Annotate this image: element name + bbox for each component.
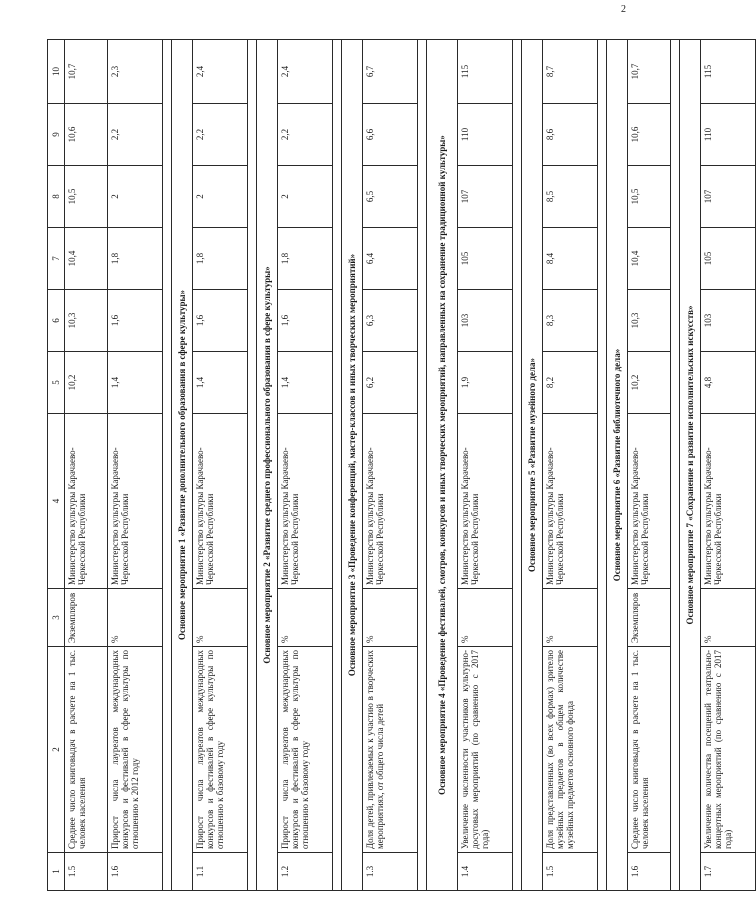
indicators-table (47, 39, 756, 891)
value-cell: 6,4 (363, 228, 418, 290)
section-heading: Основное мероприятие 6 «Развитие библиотечного дела» (607, 40, 628, 891)
value-cell: 103 (458, 290, 513, 352)
value-cell: 10,6 (628, 104, 671, 166)
indicator-name: Среднее число книговыдач в расчете на 1 тыс. человек населения (628, 647, 671, 853)
section-gap (598, 40, 607, 891)
table-body (48, 40, 756, 891)
indicator-name: Увеличение количества посещений театрально-концертных мероприятий (по сравнению с 2017 года) (701, 647, 756, 853)
responsible-cell: Министерство культуры Карачаево-Черкесской Республики (278, 414, 333, 589)
section-heading-row (680, 40, 701, 891)
row-number: 1.2 (278, 853, 333, 891)
section-gap (513, 40, 522, 891)
section-heading-row (342, 40, 363, 891)
responsible-cell: Министерство культуры Карачаево-Черкесской Республики (65, 414, 108, 589)
value-cell: 1,4 (108, 352, 163, 414)
value-cell: 6,2 (363, 352, 418, 414)
row-number: 1.6 (108, 853, 163, 891)
responsible-cell: Министерство культуры Карачаево-Черкесской Республики (701, 414, 756, 589)
value-cell: 8,7 (543, 40, 598, 104)
table-row (278, 40, 333, 891)
value-cell: 6,3 (363, 290, 418, 352)
value-cell: 6,7 (363, 40, 418, 104)
gap-cell (671, 40, 680, 891)
value-cell: 2,4 (278, 40, 333, 104)
value-cell: 2,2 (193, 104, 248, 166)
value-cell: 115 (701, 40, 756, 104)
section-gap (163, 40, 172, 891)
responsible-cell: Министерство культуры Карачаево-Черкесской Республики (458, 414, 513, 589)
indicator-name: Прирост числа лауреатов международных конкурсов и фестивалей в сфере культуры по отношению к 2012 году (108, 647, 163, 853)
value-cell: 6,5 (363, 166, 418, 228)
value-cell: 1,4 (193, 352, 248, 414)
value-cell: 1,9 (458, 352, 513, 414)
value-cell: 8,5 (543, 166, 598, 228)
value-cell: 103 (701, 290, 756, 352)
page-number: 2 (621, 4, 626, 15)
value-cell: 10,7 (628, 40, 671, 104)
header-cell: 2 (48, 647, 65, 853)
value-cell: 1,8 (108, 228, 163, 290)
value-cell: 8,6 (543, 104, 598, 166)
rotated-page (47, 40, 734, 891)
value-cell: 10,6 (65, 104, 108, 166)
value-cell: 6,6 (363, 104, 418, 166)
value-cell: 2 (278, 166, 333, 228)
section-heading-row (257, 40, 278, 891)
gap-cell (163, 40, 172, 891)
unit-cell: Экземпляров (65, 589, 108, 647)
gap-cell (513, 40, 522, 891)
section-heading-row (522, 40, 543, 891)
header-cell: 10 (48, 40, 65, 104)
table-row (701, 40, 756, 891)
gap-cell (598, 40, 607, 891)
table-row (628, 40, 671, 891)
indicator-name: Доля детей, привлекаемых к участию в творческих мероприятиях, от общего числа детей (363, 647, 418, 853)
value-cell: 107 (701, 166, 756, 228)
header-cell: 8 (48, 166, 65, 228)
value-cell: 1,6 (278, 290, 333, 352)
header-cell: 1 (48, 853, 65, 891)
value-cell: 107 (458, 166, 513, 228)
section-gap (333, 40, 342, 891)
value-cell: 2,3 (108, 40, 163, 104)
value-cell: 10,4 (65, 228, 108, 290)
section-heading: Основное мероприятие 4 «Проведение фестивалей, смотров, конкурсов и иных творческих мероприятий, направленных на сохранение традиционной культуры» (427, 40, 458, 891)
value-cell: 110 (701, 104, 756, 166)
value-cell: 10,4 (628, 228, 671, 290)
header-cell: 7 (48, 228, 65, 290)
row-number: 1.5 (65, 853, 108, 891)
row-number: 1.4 (458, 853, 513, 891)
value-cell: 8,4 (543, 228, 598, 290)
unit-cell: % (543, 589, 598, 647)
value-cell: 115 (458, 40, 513, 104)
value-cell: 105 (701, 228, 756, 290)
value-cell: 2 (108, 166, 163, 228)
value-cell: 10,3 (628, 290, 671, 352)
value-cell: 1,6 (193, 290, 248, 352)
table-row (458, 40, 513, 891)
table-row (108, 40, 163, 891)
indicator-name: Прирост числа лауреатов международных конкурсов и фестивалей в сфере культуры по отношению к базовому году (193, 647, 248, 853)
gap-cell (248, 40, 257, 891)
value-cell: 8,3 (543, 290, 598, 352)
row-number: 1.7 (701, 853, 756, 891)
section-gap (418, 40, 427, 891)
section-heading-row (427, 40, 458, 891)
value-cell: 105 (458, 228, 513, 290)
value-cell: 10,5 (628, 166, 671, 228)
responsible-cell: Министерство культуры Карачаево-Черкесской Республики (363, 414, 418, 589)
row-number: 1.3 (363, 853, 418, 891)
header-row (48, 40, 65, 891)
header-cell: 6 (48, 290, 65, 352)
value-cell: 1,8 (278, 228, 333, 290)
header-cell: 5 (48, 352, 65, 414)
section-heading-row (172, 40, 193, 891)
section-gap (671, 40, 680, 891)
responsible-cell: Министерство культуры Карачаево-Черкесской Республики (628, 414, 671, 589)
value-cell: 1,8 (193, 228, 248, 290)
indicator-name: Прирост числа лауреатов международных конкурсов и фестивалей в сфере культуры по отношению к базовому году (278, 647, 333, 853)
unit-cell: % (108, 589, 163, 647)
section-heading: Основное мероприятие 7 «Сохранение и развитие исполнительских искусств» (680, 40, 701, 891)
row-number: 1.1 (193, 853, 248, 891)
value-cell: 10,7 (65, 40, 108, 104)
header-cell: 3 (48, 589, 65, 647)
value-cell: 1,4 (278, 352, 333, 414)
responsible-cell: Министерство культуры Карачаево-Черкесской Республики (193, 414, 248, 589)
value-cell: 2,2 (108, 104, 163, 166)
unit-cell: % (363, 589, 418, 647)
header-cell: 4 (48, 414, 65, 589)
value-cell: 8,2 (543, 352, 598, 414)
indicator-name: Доля представленных (во всех формах) зрителю музейных предметов в общем количестве музейных предметов основного фонда (543, 647, 598, 853)
table-row (543, 40, 598, 891)
table-row (363, 40, 418, 891)
value-cell: 2 (193, 166, 248, 228)
value-cell: 110 (458, 104, 513, 166)
gap-cell (418, 40, 427, 891)
unit-cell: % (278, 589, 333, 647)
value-cell: 1,6 (108, 290, 163, 352)
value-cell: 10,5 (65, 166, 108, 228)
value-cell: 10,3 (65, 290, 108, 352)
row-number: 1.5 (543, 853, 598, 891)
unit-cell: % (701, 589, 756, 647)
unit-cell: % (193, 589, 248, 647)
value-cell: 2,2 (278, 104, 333, 166)
responsible-cell: Министерство культуры Карачаево-Черкесской Республики (108, 414, 163, 589)
indicator-name: Увеличение численности участников культурно-досуговых мероприятий (по сравнению с 2017 года) (458, 647, 513, 853)
section-heading: Основное мероприятие 1 «Развитие дополнительного образования в сфере культуры» (172, 40, 193, 891)
section-gap (248, 40, 257, 891)
responsible-cell: Министерство культуры Карачаево-Черкесской Республики (543, 414, 598, 589)
unit-cell: % (458, 589, 513, 647)
unit-cell: Экземпляров (628, 589, 671, 647)
value-cell: 2,4 (193, 40, 248, 104)
header-cell: 9 (48, 104, 65, 166)
gap-cell (333, 40, 342, 891)
table-row (65, 40, 108, 891)
value-cell: 4,8 (701, 352, 756, 414)
section-heading: Основное мероприятие 3 «Проведение конференций, мастер-классов и иных творческих мероприятий» (342, 40, 363, 891)
table-row (193, 40, 248, 891)
indicator-name: Среднее число книговыдач в расчете на 1 тыс. человек населения (65, 647, 108, 853)
row-number: 1.6 (628, 853, 671, 891)
value-cell: 10,2 (628, 352, 671, 414)
section-heading-row (607, 40, 628, 891)
value-cell: 10,2 (65, 352, 108, 414)
section-heading: Основное мероприятие 2 «Развитие среднего профессионального образования в сфере культуры» (257, 40, 278, 891)
section-heading: Основное мероприятие 5 «Развитие музейного дела» (522, 40, 543, 891)
